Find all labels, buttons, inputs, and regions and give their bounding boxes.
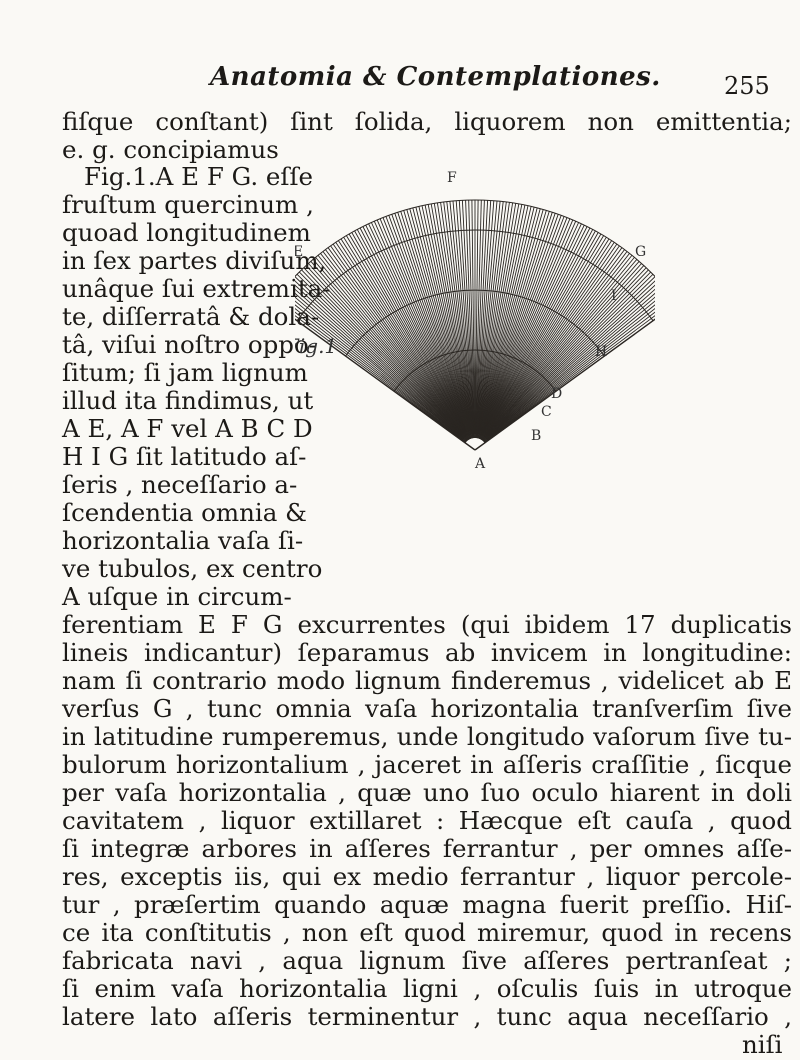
text-line: ſeris , neceſſario a-: [62, 470, 298, 499]
radial-vessels: [295, 200, 655, 443]
text-line: ſcendentia omnia &: [62, 498, 307, 527]
text-line: in ſex partes diviſum,: [62, 246, 327, 275]
text-line: A E, A F vel A B C D: [62, 414, 313, 443]
text-line: te, diſſerratâ & dola-: [62, 302, 320, 331]
text-line: ce ita conſtitutis , non eſt quod miremur, quod in recens: [62, 918, 792, 947]
text-line: ferentiam E F G excurrentes (qui ibidem 17 duplicatis: [62, 610, 792, 639]
text-line: Fig.1.A E F G. eſſe: [84, 162, 314, 191]
text-line: fruſtum quercinum ,: [62, 190, 314, 219]
label-B: B: [531, 428, 542, 444]
text-line: nam ſi contrario modo lignum finderemus , videlicet ab E: [62, 666, 792, 695]
text-line: illud ita findimus, ut: [62, 386, 314, 415]
label-I: I: [611, 288, 617, 304]
vessel-line: [487, 253, 629, 434]
text-line: unâque ſui extremita-: [62, 274, 331, 303]
text-line: H I G ſit latitudo aſ-: [62, 442, 307, 471]
text-line: fiſque conſtant) ſint ſolida, liquorem non emittentia;: [62, 107, 792, 136]
text-line: tâ, viſui noſtro oppo-: [62, 330, 318, 359]
text-line: verſus G , tunc omnia vaſa horizontalia tranſverſim ſive: [62, 694, 792, 723]
label-G: G: [635, 244, 647, 260]
page-number: 255: [724, 72, 770, 100]
wood-vessels-diagram: [295, 168, 655, 468]
label-E: E: [295, 244, 304, 260]
text-line: per vaſa horizontalia , quæ uno ſuo oculo hiarent in doli: [62, 778, 792, 807]
text-line: tur , præſertim quando aquæ magna fuerit preſſio. Hiſ-: [62, 890, 792, 919]
text-line: horizontalia vaſa ſi-: [62, 526, 304, 555]
label-H: H: [595, 344, 608, 360]
text-line: res, exceptis iis, qui ex medio ferrantur , liquor percole-: [62, 862, 792, 891]
text-line: e. g. concipiamus: [62, 135, 279, 164]
text-line: A uſque in circum-: [62, 582, 292, 611]
text-line: ſi enim vaſa horizontalia ligni , oſculis ſuis in utroque: [62, 974, 792, 1003]
oak-log-figure: [295, 168, 655, 468]
text-line: bulorum horizontalium , jaceret in aſſeris craſſitie , ſicque: [62, 750, 792, 779]
vessel-line: [349, 234, 469, 440]
page-header: [0, 62, 800, 102]
text-line: ſi integræ arbores in aſſeres ferrantur , per omnes aſſe-: [62, 834, 792, 863]
catchword: niſi: [742, 1030, 783, 1059]
text-line: quoad longitudinem: [62, 218, 311, 247]
figure-caption: ig.1: [298, 334, 338, 358]
text-line: ſitum; ſi jam lignum: [62, 358, 308, 387]
running-title: Anatomia & Contemplationes.: [210, 62, 661, 92]
label-A: A: [475, 456, 486, 468]
label-D: D: [551, 386, 563, 402]
text-line: ve tubulos, ex centro: [62, 554, 323, 583]
label-F: F: [447, 170, 457, 186]
label-C: C: [541, 404, 552, 420]
text-line: fabricata navi , aqua lignum ſive aſſeres pertranſeat ;: [62, 946, 792, 975]
text-line: latere lato aſſeris terminentur , tunc aqua neceſſario ,: [62, 1002, 792, 1031]
text-line: lineis indicantur) ſeparamus ab invicem in longitudine:: [62, 638, 792, 667]
text-line: in latitudine rumperemus, unde longitudo vaſorum ſive tu-: [62, 722, 792, 751]
text-line: cavitatem , liquor extillaret : Hæcque eſt cauſa , quod: [62, 806, 792, 835]
